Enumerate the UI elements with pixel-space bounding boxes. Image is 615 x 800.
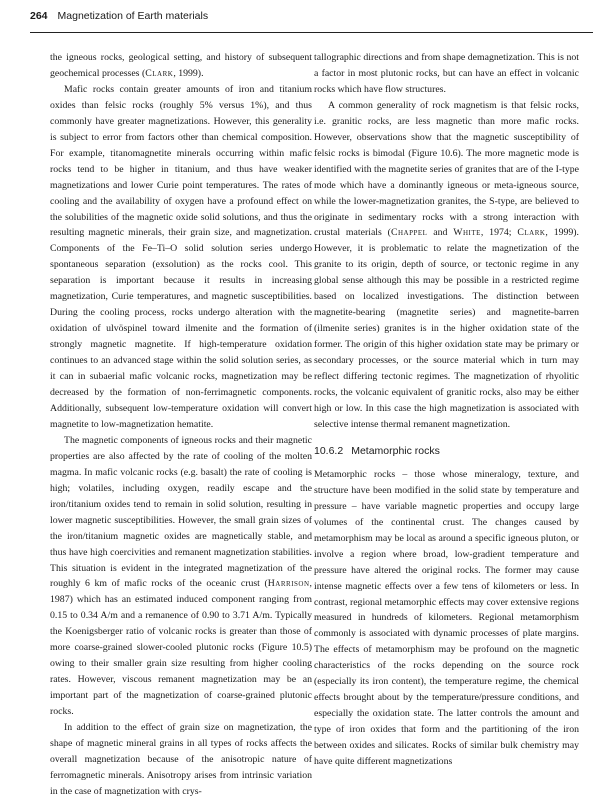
left-column <box>50 50 312 800</box>
paragraph: Metamorphic rocks – those whose mineralogy, texture, and structure have been modified in the solid state by temperature and pressure – have variable magnetic properties and occupy large volumes of the continental crust. The changes caused by metamorphism may be local as around a specific igneous pluton, or involve a region where broad, low-gradient temperature and pressure have altered the original rocks. The former may cause intense magnetic effects over a few tens of kilometers or less. In contrast, regional metamorphic effects may cover extensive regions measured in hundreds of kilometers. Regional metamorphism commonly is associated with dynamic processes of plate margins. The effects of metamorphism may be profound on the magnetic characteristics of the rocks depending on the source rock (especially its iron content), the temperature regime, the chemical effects brought about by the temperature/pressure conditions, and especially the oxidation state. The latter controls the amount and type of iron oxides that form and the partitioning of the iron between oxides and silicates. Rocks of similar bulk chemistry may have quite different magnetizations <box>314 468 579 768</box>
paragraph: A common generality of rock magnetism is that felsic rocks, i.e. granitic rocks, are less magnetic than more mafic rocks. However, observations show that the magnetic susceptibility of felsic rocks is bimodal (Figure 10.6). The more magnetic mode is identified with the magnetite series of granites that are of the I-type mode which have a dominantly igneous or meta-igneous source, while the lower-magnetization granites, the S-type, are believed to originate in sedimentary rocks with a strong interaction with crustal materials (Chappel and White, 1974; Clark, 1999). However, it is problematic to relate the magnetization of the granite to its origin, depth of source, or tectonic regime in any global sense although this may be possible in a restricted regime based on localized investigations. The distinction between magnetite-bearing (magnetite series) and magnetite-barren (ilmenite series) granites is in the higher oxidation state of the former. The origin of this higher oxidation state may be primary or secondary processes, or the source material which in turn may reflect differing tectonic regimes. The magnetization of rhyolitic rocks, the volcanic equivalent of granitic rocks, also may be either high or low. In this case the high magnetization is associated with selective intense thermal remanent magnetization. <box>314 99 579 430</box>
section-heading <box>314 444 579 458</box>
section-title: Metamorphic rocks <box>351 444 440 457</box>
page-number: 264 <box>30 10 48 22</box>
citation: Chappel <box>390 227 428 239</box>
section-number: 10.6.2 <box>314 444 344 457</box>
running-title: Magnetization of Earth materials <box>57 10 209 22</box>
citation: Clark <box>517 227 546 239</box>
paragraph: The magnetic components of igneous rocks and their magnetic properties are also affected by the rate of cooling of the molten magma. In mafic volcanic rocks (e.g. basalt) the rate of cooling is high; volatiles, including oxygen, readily escape and the iron/titanium oxides tend to remain in solid solution, resulting in lower magnetic susceptibilities. However, the small grain sizes of the iron/titanium magnetic oxides are magnetically stable, and thus have high coercivities and remanent magnetization stabilities. This situation is evident in the integrated magnetization of the roughly 6 km of mafic rocks of the oceanic crust (Harrison, 1987) which has an estimated induced component ranging from 0.15 to 0.34 A/m and a remanence of 0.90 to 3.71 A/m. Typically the Koenigsberger ratio of volcanic rocks is greater than those of more coarse-grained slower-cooled plutonic rocks (Figure 10.5) owing to their smaller grain size resulting from higher cooling rates. However, viscous remanent magnetization may be an important part of the magnetization of coarse-grained plutonic rocks. <box>50 434 312 718</box>
paragraph: the igneous rocks, geological setting, and history of subsequent geochemical processes (Clark, 1999). <box>50 52 312 79</box>
citation: Clark <box>145 67 174 79</box>
citation: White <box>453 227 481 239</box>
paragraph: Mafic rocks contain greater amounts of iron and titanium oxides than felsic rocks (roughly 5% versus 1%), and thus commonly have greater magnetizations. However, this generality is subject to error from factors other than chemical composition. For example, titanomagnetite minerals occurring within mafic rocks tend to be higher in titanium, and thus have weaker magnetizations and lower Curie point temperatures. The rates of cooling and the availability of oxygen have a profound effect on the solubilities of the magnetic oxide solid solutions, and thus the resulting magnetic minerals, their grain size, and magnetization. Components of the Fe–Ti–O solid solution series undergo spontaneous separation (exsolution) as the rocks cool. This separation is important because it results in increasing magnetization, Curie temperatures, and magnetic susceptibilities. During the cooling process, rocks undergo alteration with the oxidation of ulvöspinel toward ilmenite and the formation of strongly magnetic magnetite. If high-temperature oxidation continues to an advanced stage within the solid solution series, as it can in subaerial mafic volcanic rocks, magnetization may be decreased by the formation of non-ferrimagnetic components. Additionally, subsequent low-temperature oxidation will convert magnetite to low-magnetization hematite. <box>50 83 312 430</box>
page-header <box>30 10 593 33</box>
paragraph: tallographic directions and from shape demagnetization. This is not a factor in most plutonic rocks, but can have an effect in volcanic rocks which have flow structures. <box>314 52 579 95</box>
citation: Harrison <box>267 578 310 590</box>
paragraph: In addition to the effect of grain size on magnetization, the shape of magnetic mineral grains in all types of rocks affects the overall magnetization because of the anisotropic nature of ferromagnetic minerals. Anisotropy arises from intrinsic variation in the case of magnetization with crys- <box>50 722 312 797</box>
right-column <box>314 50 579 770</box>
